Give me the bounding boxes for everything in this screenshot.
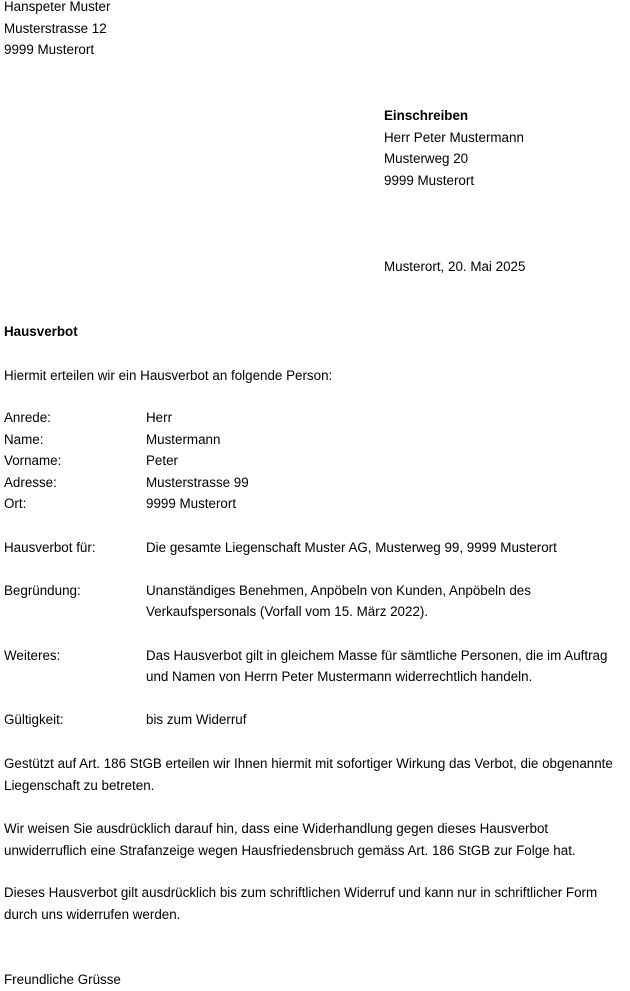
detail-value: Die gesamte Liegenschaft Muster AG, Musterweg 99, 9999 Musterort xyxy=(146,539,557,555)
detail-label: Name: xyxy=(4,431,44,447)
paragraph-revocation: Dieses Hausverbot gilt ausdrücklich bis zum schriftlichen Widerruf und kann nur in schriftlicher Form durch uns widerrufen werden. xyxy=(4,885,598,922)
further-line-2: und Namen von Herrn Peter Mustermann widerrechtlich handeln. xyxy=(146,669,533,685)
detail-row-reason xyxy=(4,580,630,623)
detail-value: Musterstrasse 99 xyxy=(146,474,249,490)
detail-value: Herr xyxy=(146,410,173,425)
further-line-1: Das Hausverbot gilt in gleichem Masse für sämtliche Personen, die im Auftrag xyxy=(146,647,608,663)
closing-greeting: Freundliche Grüsse xyxy=(4,972,121,987)
detail-label: Vorname: xyxy=(4,453,62,469)
reason-line-1: Unanständiges Benehmen, Anpöbeln von Kunden, Anpöbeln des xyxy=(146,582,531,598)
person-details xyxy=(4,407,630,731)
sender-name: Hanspeter Muster xyxy=(4,0,111,14)
sender-address xyxy=(4,0,110,61)
detail-row-address xyxy=(4,472,630,494)
recipient-name: Herr Peter Mustermann xyxy=(384,129,524,145)
sender-city: 9999 Musterort xyxy=(4,42,95,58)
detail-row-firstname xyxy=(4,450,630,472)
reason-line-2: Verkaufspersonals (Vorfall vom 15. März 2022). xyxy=(146,604,429,620)
sender-street: Musterstrasse 12 xyxy=(4,20,107,36)
recipient-address xyxy=(384,105,524,191)
letter-subject: Hausverbot xyxy=(4,324,78,339)
detail-label: Ort: xyxy=(4,496,27,512)
detail-label: Begründung: xyxy=(4,582,81,598)
detail-value: 9999 Musterort xyxy=(146,496,237,512)
paragraph-legal-basis: Gestützt auf Art. 186 StGB erteilen wir Ihnen hiermit mit sofortiger Wirkung das Verbot, die obgenannte Liegenschaft zu betreten. xyxy=(4,756,613,793)
detail-label: Anrede: xyxy=(4,410,51,425)
detail-row-name xyxy=(4,429,630,451)
detail-label: Adresse: xyxy=(4,474,57,490)
detail-row-city xyxy=(4,493,630,515)
paragraph-warning: Wir weisen Sie ausdrücklich darauf hin, dass eine Widerhandlung gegen dieses Hausverbot unwiderruflich eine Strafanzeige wegen Hausfriedensbruch gemäss Art. 186 StGB zur Folge hat. xyxy=(4,821,576,858)
detail-value: Mustermann xyxy=(146,431,221,447)
delivery-mode: Einschreiben xyxy=(384,108,469,123)
intro-text: Hiermit erteilen wir ein Hausverbot an folgende Person: xyxy=(4,368,333,383)
detail-label: Hausverbot für: xyxy=(4,539,96,555)
detail-value: Peter xyxy=(146,453,179,469)
detail-value xyxy=(146,580,630,623)
detail-value xyxy=(146,645,630,688)
detail-row-further xyxy=(4,645,630,688)
recipient-city: 9999 Musterort xyxy=(384,172,475,188)
letter-date: Musterort, 20. Mai 2025 xyxy=(384,259,526,274)
detail-row-scope xyxy=(4,537,630,559)
detail-label: Gültigkeit: xyxy=(4,712,64,728)
detail-label: Weiteres: xyxy=(4,647,61,663)
detail-value: bis zum Widerruf xyxy=(146,712,247,728)
detail-row-salutation xyxy=(4,407,630,429)
detail-row-validity xyxy=(4,709,630,731)
recipient-street: Musterweg 20 xyxy=(384,151,469,167)
